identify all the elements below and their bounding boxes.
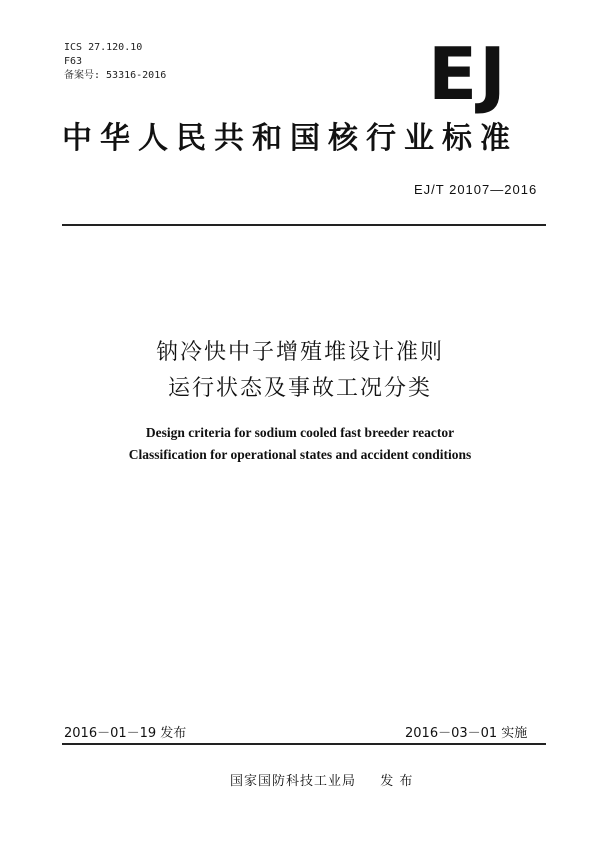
ccs-code: F63 — [64, 56, 83, 67]
implement-date: 2016－03－01 实施 — [405, 726, 528, 741]
header-divider — [62, 224, 546, 226]
ics-code: ICS 27.120.10 — [64, 42, 143, 53]
cn-title-line2: 运行状态及事故工况分类 — [167, 376, 432, 401]
standard-type-title: 中华人民共和国核行业标准 — [62, 121, 518, 156]
cn-title-line1: 钠冷快中子增殖堆设计准则 — [155, 340, 444, 365]
issuer-name: 国家国防科技工业局 — [230, 774, 357, 789]
en-title-line1: Design criteria for sodium cooled fast breeder reactor — [145, 425, 455, 440]
issue-date: 2016－01－19 发布 — [64, 726, 187, 741]
issuer-action: 发 布 — [380, 774, 414, 789]
en-title-line2: Classification for operational states and accident conditions — [128, 447, 472, 462]
record-number: 备案号: 53316-2016 — [64, 70, 167, 81]
ej-logo: EJ — [428, 32, 508, 116]
standard-number: EJ/T 20107—2016 — [414, 182, 538, 197]
footer-divider — [62, 743, 546, 745]
issuer-block — [230, 770, 413, 789]
